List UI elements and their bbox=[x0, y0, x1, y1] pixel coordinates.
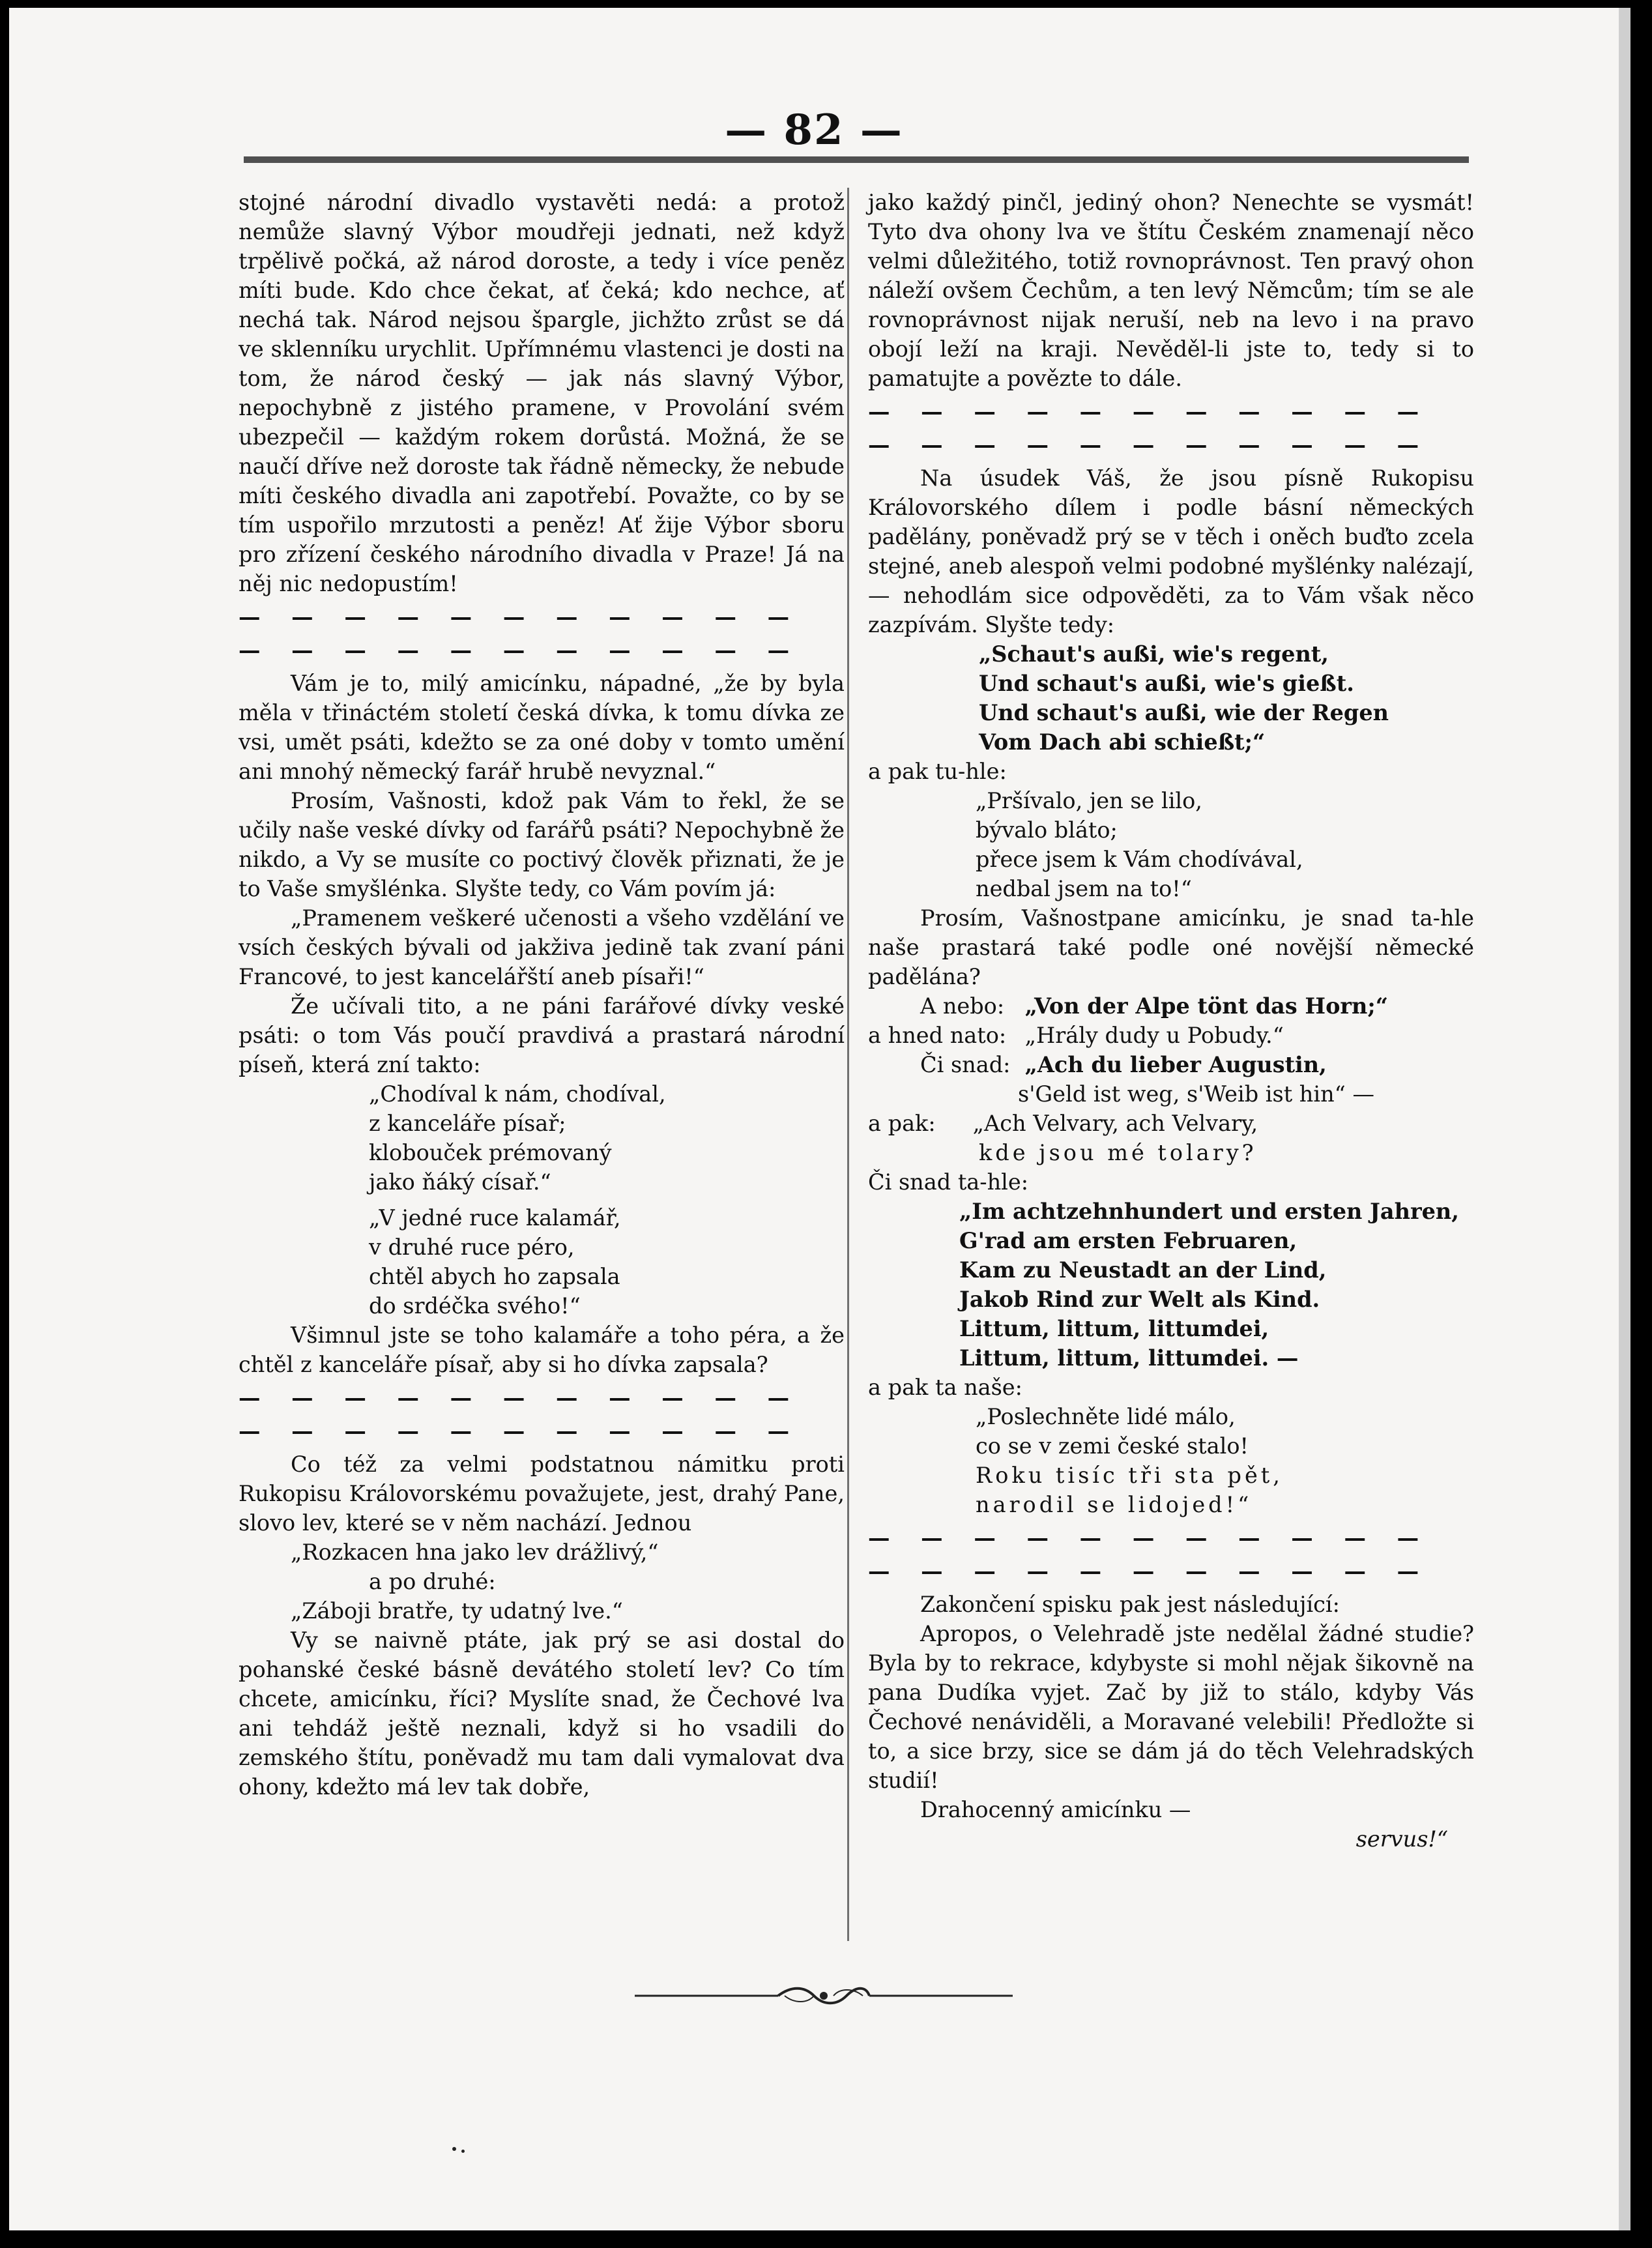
section-separator: — — — — — — — — — — — bbox=[868, 1558, 1431, 1584]
section-separator: — — — — — — — — — — — bbox=[239, 1418, 802, 1444]
paragraph: stojné národní divadlo vystavěti nedá: a protož nemůže slavný Výbor moudřeji jednati, než když trpělivě počká, až národ doroste, a tedy i více peněz míti bude. Kdo chce čekat, ať čeká; kdo nechce, ať nechá tak. Národ nejsou špargle, jichžto zrůst se dá ve sklenníku urychlit. Upřímnému vlastenci je dosti na tom, že národ český — jak nás slavný Výbor, nepochybně z jistého pramene, v Provolání svém ubezpečil — každým rokem dorůstá. Možná, že se naučí dříve než doroste tak řádně německy, že nebude míti českého divadla ani zapotřebí. Považte, co by se tím uspořilo mrzutosti a peněz! Ať žije Výbor sboru pro zřízení českého národního divadla v Praze! Já na něj nic nedopustím! bbox=[239, 190, 845, 596]
verse-line: „Pršívalo, jen se lilo, bbox=[976, 788, 1202, 813]
verse-line: nedbal jsem na to!“ bbox=[976, 876, 1192, 901]
paragraph: Apropos, o Velehradě jste nedělal žádné studie? Byla by to rekrace, kdybyste si mohl nějak šikovně na pana Dudíka vyjet. Zač by již to stálo, kdyby Vás Čechové nenáviděli, a Moravané velebili! Předložte si to, a sice brzy, sice se dám já do těch Velehradských studií! bbox=[868, 1621, 1474, 1793]
intro-label: Či snad ta-hle: bbox=[868, 1169, 1028, 1195]
section-separator: — — — — — — — — — — — bbox=[239, 1385, 802, 1410]
ink-speck bbox=[452, 2147, 456, 2151]
german-verse-line: Und schaut's außi, wie der Regen bbox=[979, 700, 1389, 725]
quote-label: a hned nato: bbox=[868, 1023, 1007, 1048]
german-verse-line: Kam zu Neustadt an der Lind, bbox=[959, 1257, 1327, 1283]
section-separator: — — — — — — — — — — — bbox=[868, 432, 1431, 458]
quote-label: Či snad: bbox=[920, 1052, 1011, 1077]
verse-line: přece jsem k Vám chodívával, bbox=[976, 847, 1303, 872]
verse-line: „V jedné ruce kalamář, bbox=[369, 1205, 621, 1231]
quote-row bbox=[868, 991, 1474, 1021]
quote-label: A nebo: bbox=[920, 993, 1005, 1019]
right-column bbox=[868, 188, 1474, 1854]
intro-label: a pak tu-hle: bbox=[868, 759, 1007, 784]
header-rule bbox=[244, 156, 1469, 163]
section-separator: — — — — — — — — — — — bbox=[239, 637, 802, 663]
quote-line: „Záboji bratře, ty udatný lve.“ bbox=[291, 1598, 623, 1624]
german-verse-line: G'rad am ersten Februaren, bbox=[959, 1228, 1297, 1253]
page-number: — 82 — bbox=[725, 106, 903, 154]
quote-row bbox=[868, 1050, 1474, 1079]
closing-signoff: servus!“ bbox=[1355, 1826, 1448, 1852]
left-column bbox=[239, 188, 845, 1802]
section-separator: — — — — — — — — — — — bbox=[239, 604, 802, 630]
column-divider bbox=[847, 188, 849, 1941]
paragraph: Prosím, Vašnostpane amicínku, je snad ta-hle naše prastará také podle oné novější německé padělána? bbox=[868, 905, 1474, 989]
paragraph: Prosím, Vašnosti, kdož pak Vám to řekl, že se učily naše veské dívky od farářů psáti? Nepochybně že nikdo, a Vy se musíte co poctivý člověk přiznati, že je to Vaše smyšlénka. Slyšte tedy, co Vám povím já: bbox=[239, 788, 845, 901]
quote-row bbox=[868, 1021, 1474, 1050]
paragraph: Drahocenný amicínku — bbox=[920, 1797, 1191, 1822]
section-separator: — — — — — — — — — — — bbox=[868, 1525, 1431, 1551]
german-verse-line: Jakob Rind zur Welt als Kind. bbox=[959, 1287, 1320, 1312]
paragraph: jako každý pinčl, jediný ohon? Nenechte se vysmát! Tyto dva ohony lva ve štítu Českém znamenají něco velmi důležitého, totiž rovnoprávnost. Ten pravý ohon náleží ovšem Čechům, a ten levý Němcům; tím se ale rovnoprávnost nijak neruší, neb na levo i na pravo obojí leží na kraji. Nevěděl-li jste to, tedy si to pamatujte a povězte to dále. bbox=[868, 190, 1474, 391]
paragraph: Všimnul jste se toho kalamáře a toho péra, a že chtěl z kanceláře písař, aby si ho dívka zapsala? bbox=[239, 1322, 845, 1377]
intro-label: a pak ta naše: bbox=[868, 1375, 1022, 1400]
quote-text: „Ach Velvary, ach Velvary, bbox=[972, 1111, 1258, 1136]
german-verse-line: Littum, littum, littumdei, bbox=[959, 1316, 1269, 1341]
book-page bbox=[9, 8, 1630, 2230]
verse-line: v druhé ruce péro, bbox=[369, 1234, 575, 1260]
german-verse-line: Littum, littum, littumdei. — bbox=[959, 1345, 1299, 1371]
quote-text: „Von der Alpe tönt das Horn;“ bbox=[1024, 993, 1389, 1019]
section-separator: — — — — — — — — — — — bbox=[868, 399, 1431, 424]
paragraph: Vám je to, milý amicínku, nápadné, „že by byla měla v třináctém století česká dívka, k tomu dívka ze vsi, umět psáti, kdežto se za oné doby v tomto umění ani mnohý německý farář hrubě nevyznal.“ bbox=[239, 671, 845, 784]
verse-line: z kanceláře písař; bbox=[369, 1111, 566, 1136]
decorative-flourish-icon bbox=[628, 1983, 1019, 2009]
verse-line: Roku tisíc tři sta pět, bbox=[976, 1463, 1283, 1488]
quote-label: a pak: bbox=[868, 1111, 936, 1136]
ink-speck bbox=[461, 2150, 465, 2153]
verse-line: co se v zemi české stalo! bbox=[976, 1433, 1249, 1459]
german-verse-line: Und schaut's außi, wie's gießt. bbox=[979, 671, 1354, 696]
verse-line: klobouček prémovaný bbox=[369, 1140, 612, 1165]
quote-line: a po druhé: bbox=[369, 1569, 496, 1594]
paragraph: Na úsudek Váš, že jsou písně Rukopisu Královorského dílem i podle básní německých padělány, poněvadž prý se v těch i oněch buďto zcela stejné, aneb alespoň velmi podobné myšlénky nalézají, — nehodlám sice odpověděti, za to Vám však něco zazpívám. Slyšte tedy: bbox=[868, 465, 1474, 637]
german-verse-line: Vom Dach abi schießt;“ bbox=[979, 729, 1266, 755]
verse-line: „Chodíval k nám, chodíval, bbox=[369, 1081, 666, 1107]
quote-text: „Hrály dudy u Pobudy.“ bbox=[1024, 1023, 1284, 1048]
paragraph: Zakončení spisku pak jest následující: bbox=[920, 1592, 1340, 1617]
verse-line: chtěl abych ho zapsala bbox=[369, 1264, 620, 1289]
paragraph: Co též za velmi podstatnou námitku proti Rukopisu Královorskému považujete, jest, drahý Pane, slovo lev, které se v něm nachází. Jednou bbox=[239, 1452, 845, 1536]
verse-line: bývalo bláto; bbox=[976, 817, 1118, 843]
verse-line: jako ňáký císař.“ bbox=[369, 1169, 551, 1195]
verse-line: do srdéčka svého!“ bbox=[369, 1293, 581, 1319]
quote-text: s'Geld ist weg, s'Weib ist hin“ — bbox=[1018, 1081, 1374, 1107]
paragraph: Že učívali tito, a ne páni farářové dívky veské psáti: o tom Vás poučí pravdivá a prastará národní píseň, která zní takto: bbox=[239, 993, 845, 1077]
german-verse-line: „Schaut's außi, wie's regent, bbox=[979, 641, 1329, 667]
verse-line: „Poslechněte lidé málo, bbox=[976, 1404, 1236, 1429]
quote-text: kde jsou mé tolary? bbox=[979, 1140, 1257, 1165]
quote-line: „Rozkacen hna jako lev drážlivý,“ bbox=[291, 1540, 659, 1565]
quote-row bbox=[868, 1109, 1474, 1138]
german-verse-line: „Im achtzehnhundert und ersten Jahren, bbox=[959, 1199, 1459, 1224]
quote-text: „Ach du lieber Augustin, bbox=[1024, 1052, 1327, 1077]
paragraph: Vy se naivně ptáte, jak prý se asi dostal do pohanské české básně devátého století lev? Co tím chcete, amicínku, říci? Myslíte snad, že Čechové lva ani tehdáž ještě neznali, když si ho vsadili do zemského štítu, poněvadž mu tam dali vymalovat dva ohony, kdežto má lev tak dobře, bbox=[239, 1628, 845, 1800]
paragraph: „Pramenem veškeré učenosti a všeho vzdělání ve vsích českých bývali od jakživa jedině tak zvaní páni Francové, to jest kancelářští aneb písaři!“ bbox=[239, 905, 845, 989]
verse-line: narodil se lidojed!“ bbox=[976, 1492, 1253, 1517]
